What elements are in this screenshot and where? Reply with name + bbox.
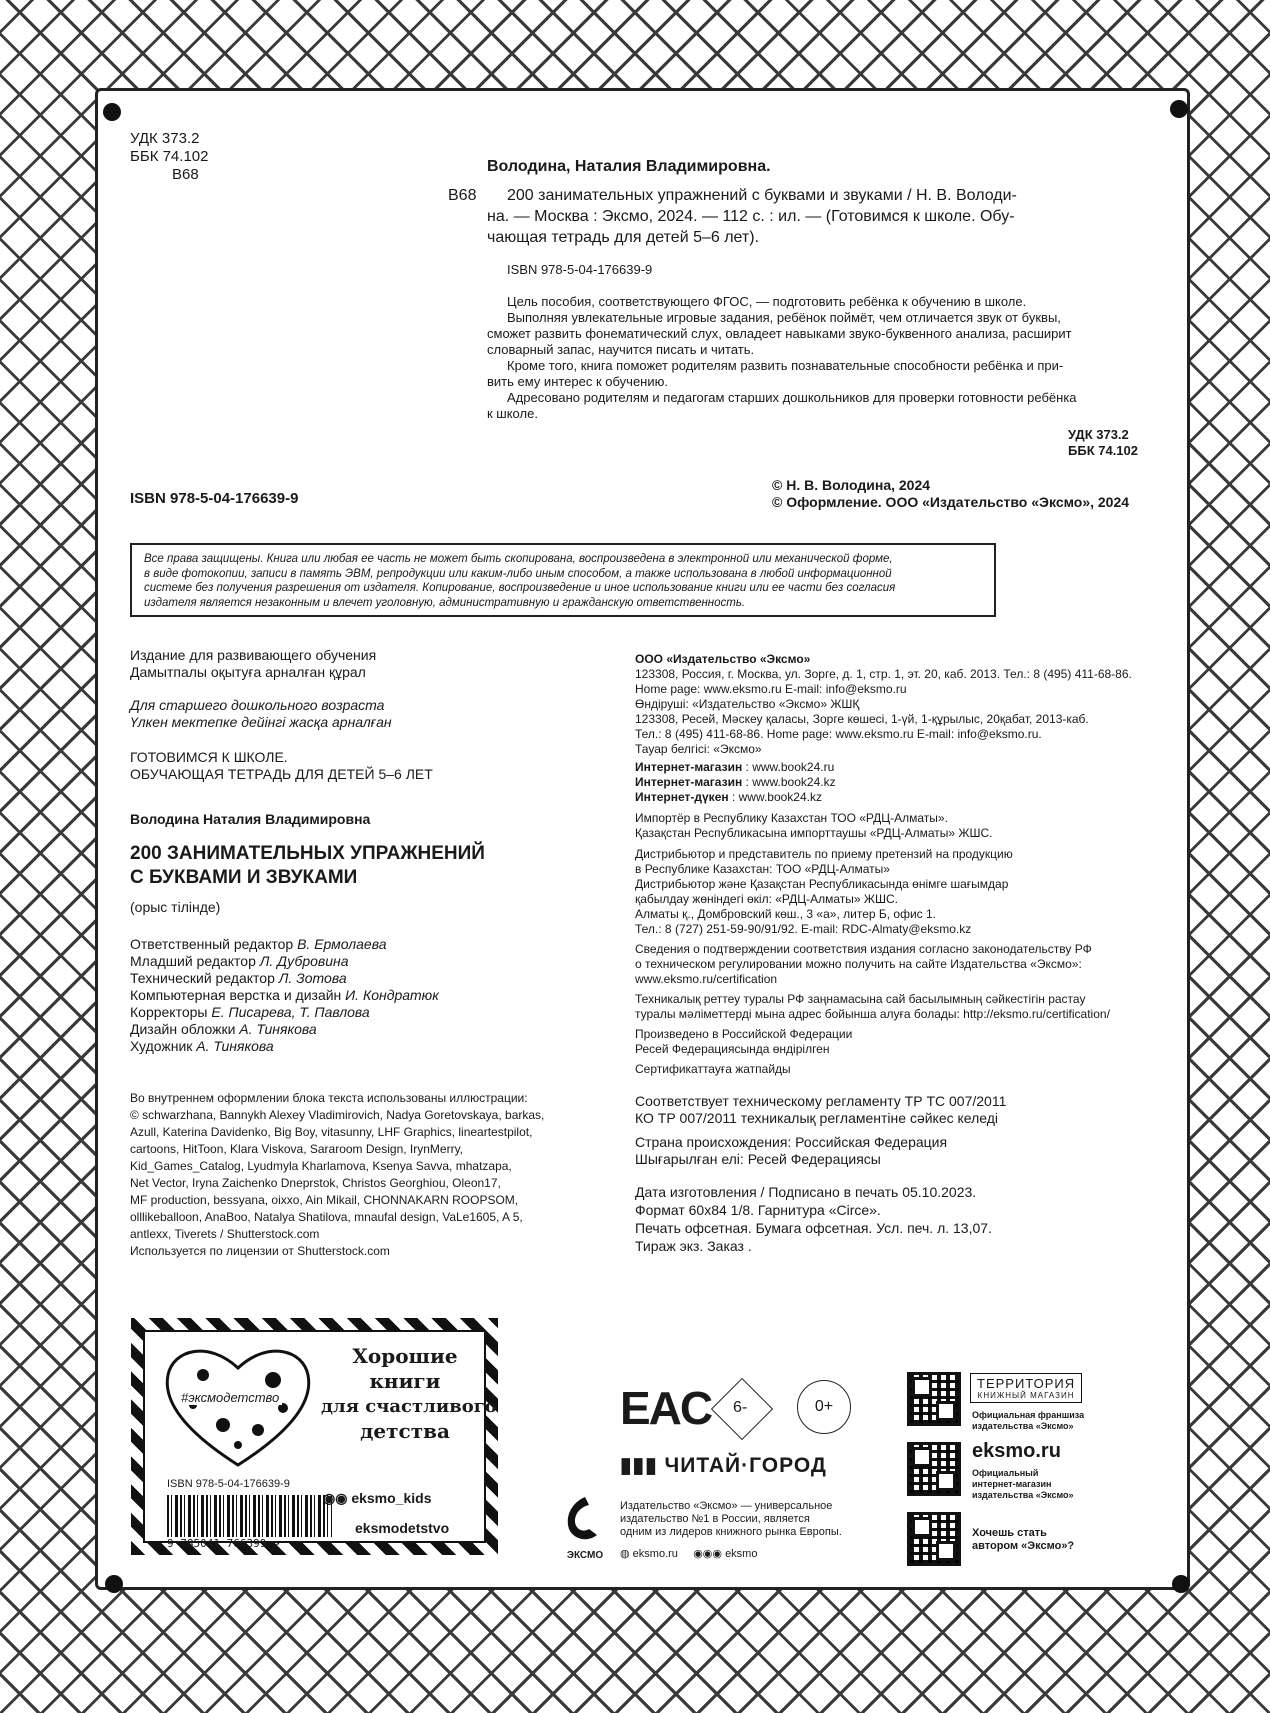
eksmo-site-link[interactable]: eksmo.ru	[632, 1548, 678, 1560]
credit-line: Kid_Games_Catalog, Lyudmyla Kharlamova, Ksenya Savva, mhatzapa,	[130, 1159, 512, 1173]
credit-line: cartoons, HitToon, Klara Viskova, Sararoom Design, IrynMerry,	[130, 1142, 464, 1156]
pin-bottom-left	[105, 1575, 123, 1593]
credit-line: MF production, bessyana, oixxo, Ain Mikail, CHONNAKARN ROOPSOM,	[130, 1193, 519, 1207]
print-line: Дата изготовления / Подписано в печать 05.10.2023.	[635, 1184, 977, 1200]
distributor-line: Дистрибьютор и представитель по приему претензий на продукцию	[635, 847, 1013, 861]
publisher-line: Тел.: 8 (495) 411-68-86. Home page: www.eksmo.ru E-mail: info@eksmo.ru.	[635, 727, 1042, 741]
series-line: ОБУЧАЮЩАЯ ТЕТРАДЬ ДЛЯ ДЕТЕЙ 5–6 ЛЕТ	[130, 766, 433, 782]
conformity-line: www.eksmo.ru/certification	[635, 972, 778, 986]
staff-row: Корректоры Е. Писарева, Т. Павлова	[130, 1004, 370, 1020]
book-title-line: 200 ЗАНИМАТЕЛЬНЫХ УПРАЖНЕНИЙ	[130, 843, 485, 864]
record-isbn: ISBN 978-5-04-176639-9	[507, 262, 653, 277]
eksmo-links-row	[620, 1548, 757, 1561]
produced-line: Произведено в Российской Федерации	[635, 1027, 853, 1041]
book-title-line: С БУКВАМИ И ЗВУКАМИ	[130, 867, 358, 888]
annotation-line: сможет развить фонематический слух, овладеет навыками звуко-буквенного анализа, расширит	[487, 326, 1072, 341]
record-bbk: ББК 74.102	[1068, 443, 1138, 458]
distributor-line: қабылдау жөніндегі өкіл: «РДЦ-Алматы» ЖШС.	[635, 892, 898, 906]
eac-mark: EAC	[620, 1382, 712, 1434]
rights-line: издателя является незаконным и влечет уголовную, административную и гражданскую ответственность.	[144, 596, 746, 609]
right-column	[635, 652, 1180, 1255]
credit-line: Net Vector, Iryna Zaichenko Dneprstok, Christos Georghiou, Oleon17,	[130, 1176, 501, 1190]
sticker-site[interactable]: eksmodetstvo	[355, 1520, 450, 1536]
regulation-line: КО ТР 007/2011 техникалық регламентіне сәйкес келеді	[635, 1110, 999, 1126]
age-badge-6: 6-	[733, 1399, 748, 1416]
record-udk-block	[1068, 427, 1138, 459]
series-line: ГОТОВИМСЯ К ШКОЛЕ.	[130, 749, 288, 765]
eksmo-site-title[interactable]: eksmo.ru	[972, 1440, 1061, 1462]
record-desc-line: чающая тетрадь для детей 5–6 лет).	[487, 229, 760, 246]
print-line: Тираж экз. Заказ .	[635, 1238, 752, 1254]
web-icon: ◍	[620, 1548, 630, 1560]
chitai-gorod-logo: ▮▮▮ ЧИТАЙ·ГОРОД	[620, 1454, 827, 1477]
isbn-left: ISBN 978-5-04-176639-9	[130, 490, 299, 507]
age-line: Для старшего дошкольного возраста	[130, 697, 385, 713]
print-line: Формат 60x84 1/8. Гарнитура «Circe».	[635, 1202, 881, 1218]
credit-line: olllikeballoon, AnaBoo, Natalya Shatilova, mnaufal design, VaLe1605, A 5,	[130, 1210, 523, 1224]
staff-row: Младший редактор Л. Дубровина	[130, 953, 349, 969]
shop-links	[635, 760, 1180, 805]
annotation-line: Адресовано родителям и педагогам старших дошкольников для проверки готовности ребёнка	[507, 390, 1077, 405]
publisher-line: Тауар белгісі: «Эксмо»	[635, 742, 762, 756]
rights-line: в виде фотокопии, записи в память ЭВМ, репродукции или каким-либо иным способом, а также использована в любой информационной	[144, 567, 892, 580]
social-icons: ◉◉◉	[693, 1548, 722, 1560]
publisher-line: 123308, Ресей, Мәскеу қаласы, Зорге көшесі, 1-үй, 1-құрылыс, 20қабат, 2013-каб.	[635, 712, 1089, 726]
staff-row: Технический редактор Л. Зотова	[130, 970, 347, 986]
produced-line: Ресей Федерациясында өндірілген	[635, 1042, 830, 1056]
copyright-block	[772, 477, 1129, 511]
catalog-record	[448, 157, 1173, 422]
publisher-line: Өндіруші: «Издательство «Эксмо» ЖШҚ	[635, 697, 860, 711]
importer-line: Импортёр в Республику Казахстан ТОО «РДЦ-Алматы».	[635, 811, 948, 825]
regulation-line: Соответствует техническому регламенту ТР ТС 007/2011	[635, 1093, 1007, 1109]
annotation-line: к школе.	[487, 406, 538, 421]
shop-link[interactable]: Интернет-магазин : www.book24.kz	[635, 775, 836, 789]
record-udk: УДК 373.2	[1068, 427, 1129, 442]
publisher-line: Home page: www.eksmo.ru E-mail: info@eksmo.ru	[635, 682, 907, 696]
become-author-cta[interactable]: Хочешь стать автором «Эксмо»?	[972, 1527, 1075, 1552]
eksmo-logo-icon	[563, 1495, 607, 1543]
udk: УДК 373.2	[130, 130, 200, 147]
eksmo-logo-text: ЭКСМО	[566, 1550, 604, 1561]
sticker-slogan: Хорошие книги для счастливого детства	[321, 1344, 497, 1443]
age-badge-0: 0+	[797, 1380, 851, 1434]
conformity-kz-line: Техникалық реттеу туралы РФ заңнамасына сай басылымның сәйкестігін растау	[635, 992, 1086, 1006]
credit-line: Azull, Katerina Davidenko, Big Boy, vitasunny, LHF Graphics, lineartestpilot,	[130, 1125, 533, 1139]
credit-line: © schwarzhana, Bannykh Alexey Vladimirovich, Nadya Goretovskaya, barkas,	[130, 1108, 545, 1122]
copyright-author: © Н. В. Володина, 2024	[772, 477, 931, 493]
conformity-kz-line: туралы мәліметтерді мына адрес бойынша алуға болады: http://eksmo.ru/certification/	[635, 1007, 1110, 1021]
origin-line: Страна происхождения: Российская Федерация	[635, 1134, 948, 1150]
record-desc-line: на. — Москва : Эксмо, 2024. — 112 с. : ил. — (Готовимся к школе. Обу-	[487, 208, 1015, 225]
eksmo-logo	[560, 1495, 610, 1561]
pin-top-right	[1170, 100, 1188, 118]
territoria-caption: Официальная франшиза издательства «Эксмо»	[972, 1410, 1085, 1431]
staff-row: Ответственный редактор В. Ермолаева	[130, 936, 387, 952]
edition-line: Издание для развивающего обучения	[130, 647, 377, 663]
annotation-line: Кроме того, книга поможет родителям развить познавательные способности ребёнка и при-	[507, 358, 1064, 373]
annotation-line: вить ему интерес к обучению.	[487, 374, 668, 389]
eksmo-about: Издательство «Эксмо» — универсальное издательство №1 в России, является одним из лидеров книжного рынка Европы.	[620, 1500, 842, 1538]
rights-line: системе без получения разрешения от издателя. Копирование, воспроизведение и иное использование книги или ее части без согласия	[144, 582, 896, 594]
distributor-line: Алматы қ., Домбровский көш., 3 «а», литер Б, офис 1.	[635, 907, 937, 921]
staff-list	[130, 936, 590, 1055]
publisher-line: 123308, Россия, г. Москва, ул. Зорге, д. 1, стр. 1, эт. 20, каб. 2013. Тел.: 8 (495) 411-68-86.	[635, 667, 1132, 681]
qr-territoria[interactable]	[907, 1372, 961, 1426]
distributor-line: Тел.: 8 (727) 251-59-90/91/92. E-mail: RDC-Almaty@eksmo.kz	[635, 922, 972, 936]
classification-block	[130, 130, 208, 184]
rights-notice	[130, 543, 996, 617]
pin-top-left	[103, 103, 121, 121]
record-code: В68	[448, 187, 477, 204]
distributor-line: в Республике Казахстан: ТОО «РДЦ-Алматы»	[635, 862, 890, 876]
age-line: Үлкен мектепке дейінгі жасқа арналған	[130, 714, 392, 730]
language-note: (орыс тілінде)	[130, 899, 221, 915]
sticker-social[interactable]: ◉◉ eksmo_kids	[323, 1490, 432, 1506]
eksmo-site-caption: Официальный интернет-магазин издательства «Эксмо»	[972, 1468, 1074, 1500]
origin-line: Шығарылған елі: Ресей Федерациясы	[635, 1151, 881, 1167]
pin-bottom-right	[1172, 1575, 1190, 1593]
qr-eksmo-shop[interactable]	[907, 1442, 961, 1496]
left-column	[130, 647, 590, 1260]
staff-row: Дизайн обложки А. Тинякова	[130, 1021, 317, 1037]
record-desc-line: 200 занимательных упражнений с буквами и звуками / Н. В. Володи-	[507, 187, 1017, 204]
conformity-line: Сведения о подтверждении соответствия издания согласно законодательству РФ	[635, 942, 1092, 956]
heart-hashtag: #эксмодетство	[178, 1390, 282, 1405]
annotation-line: Цель пособия, соответствующего ФГОС, — подготовить ребёнка к обучению в школе.	[507, 294, 1027, 309]
book-author: Володина Наталия Владимировна	[130, 811, 371, 827]
importer-line: Қазақстан Республикасына импорттаушы «РДЦ-Алматы» ЖШС.	[635, 826, 993, 840]
certification-note: Сертификаттауға жатпайды	[635, 1062, 791, 1076]
eksmo-social-link[interactable]: eksmo	[725, 1548, 758, 1560]
sticker-isbn: ISBN 978-5-04-176639-9	[167, 1478, 290, 1490]
credit-line: Во внутреннем оформлении блока текста использованы иллюстрации:	[130, 1091, 528, 1105]
qr-become-author[interactable]	[907, 1512, 961, 1566]
shop-link[interactable]: Интернет-магазин : www.book24.ru	[635, 760, 835, 774]
barcode	[167, 1495, 332, 1537]
staff-row: Компьютерная верстка и дизайн И. Кондратюк	[130, 987, 439, 1003]
conformity-line: о техническом регулировании можно получить на сайте Издательства «Эксмо»:	[635, 957, 1082, 971]
author-code: В68	[172, 166, 199, 183]
annotation-line: Выполняя увлекательные игровые задания, ребёнок поймёт, чем отличается звук от буквы,	[507, 310, 1061, 325]
publisher-name: ООО «Издательство «Эксмо»	[635, 652, 811, 666]
credit-line: antlexx, Tiverets / Shutterstock.com	[130, 1227, 320, 1241]
barcode-digits: 9 785041 766399 >	[167, 1537, 280, 1550]
distributor-line: Дистрибьютор және Қазақстан Республикасында өнімге шағымдар	[635, 877, 1009, 891]
record-author: Володина, Наталия Владимировна.	[487, 158, 771, 175]
heart-illustration-icon	[163, 1340, 313, 1470]
vk-telegram-icon: ◉◉	[323, 1490, 348, 1506]
print-line: Печать офсетная. Бумага офсетная. Усл. печ. л. 13,07.	[635, 1220, 992, 1236]
staff-row: Художник А. Тинякова	[130, 1038, 274, 1054]
credit-line: Используется по лицензии от Shutterstock.com	[130, 1244, 390, 1258]
illustration-credits	[130, 1090, 590, 1260]
bbk: ББК 74.102	[130, 148, 209, 165]
shop-link[interactable]: Интернет-дүкен : www.book24.kz	[635, 790, 822, 804]
chitai-gorod-icon: ▮▮▮	[620, 1454, 658, 1477]
annotation-line: словарный запас, научится писать и читать.	[487, 342, 755, 357]
rights-line: Все права защищены. Книга или любая ее часть не может быть скопирована, воспроизведена в электронной или механической форме,	[144, 553, 893, 565]
annotation	[487, 294, 1162, 422]
book-title	[130, 842, 590, 890]
eksmo-kids-sticker	[131, 1318, 498, 1555]
edition-line: Дамытпалы оқытуға арналған құрал	[130, 664, 366, 680]
copyright-design: © Оформление. ООО «Издательство «Эксмо», 2024	[772, 494, 1130, 510]
territoria-logo: ТЕРРИТОРИЯ КНИЖНЫЙ МАГАЗИН	[970, 1373, 1082, 1403]
